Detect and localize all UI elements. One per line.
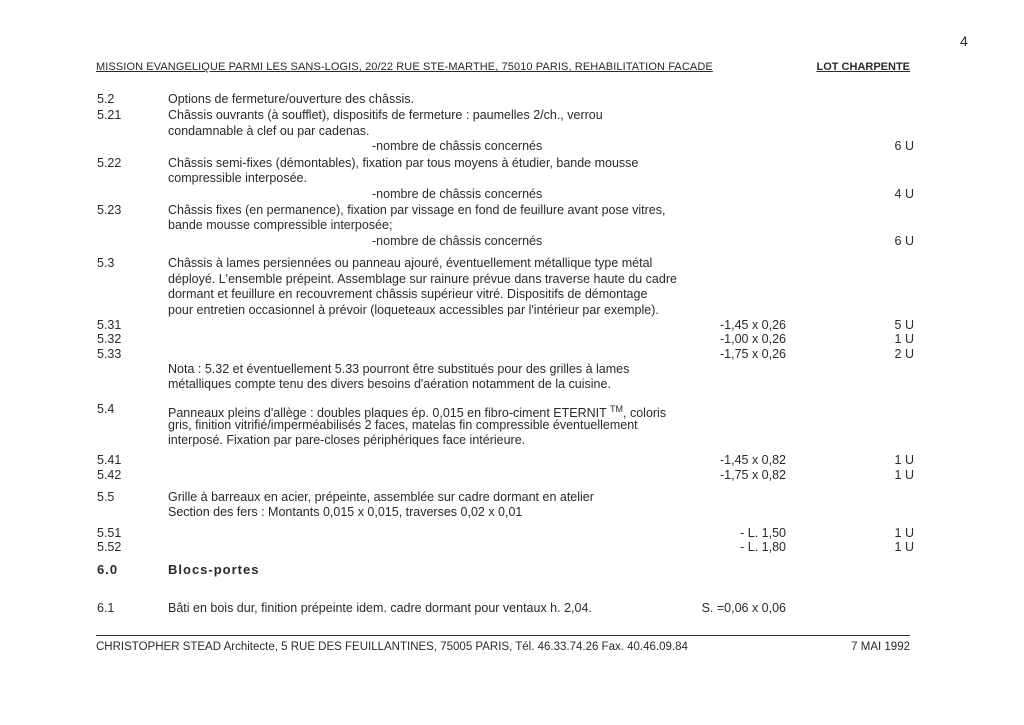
footer-date: 7 MAI 1992 [851, 641, 910, 653]
item-description: interposé. Fixation par pare-closes périphériques face intérieure. [168, 433, 526, 447]
page-number: 4 [960, 33, 968, 49]
concerned-count-label: -nombre de châssis concernés [372, 187, 543, 201]
item-description: Options de fermeture/ouverture des châssis. [168, 92, 414, 106]
item-description: déployé. L'ensemble prépeint. Assemblage sur rainure prévue dans traverse haute du cadre [168, 272, 677, 286]
item-quantity: 6 U [894, 139, 914, 153]
item-description: métalliques compte tenu des divers besoins d'aération notamment de la cuisine. [168, 377, 611, 391]
item-number: 5.51 [97, 526, 122, 540]
item-description: Châssis à lames persiennées ou panneau ajouré, éventuellement métallique type métal [168, 256, 653, 270]
item-description: pour entretien occasionnel à prévoir (loqueteaux accessibles par l'intérieur par exemple). [168, 303, 659, 317]
item-quantity: 1 U [894, 526, 914, 540]
item-description: gris, finition vitrifié/imperméabilisés 2 faces, matelas fin compressible éventuellement [168, 418, 638, 432]
item-number: 5.5 [97, 490, 115, 504]
item-number: 5.4 [97, 402, 115, 416]
item-description: bande mousse compressible interposée; [168, 218, 393, 232]
item-number: 6.1 [97, 601, 115, 615]
item-dimensions: -1,45 x 0,82 [719, 453, 786, 467]
item-number: 5.32 [97, 332, 122, 346]
item-number: 5.2 [97, 92, 115, 106]
item-number: 5.42 [97, 468, 122, 482]
item-description: Bâti en bois dur, finition prépeinte idem. cadre dormant pour ventaux h. 2,04. [168, 601, 592, 615]
item-dimensions: -1,45 x 0,26 [719, 318, 786, 332]
item-quantity: 2 U [894, 347, 914, 361]
item-description-continued: , coloris [623, 406, 667, 421]
item-description: condamnable à clef ou par cadenas. [168, 124, 370, 138]
item-dimensions: -1,00 x 0,26 [719, 332, 786, 346]
document-footer [96, 641, 910, 653]
item-number: 5.3 [97, 256, 115, 270]
concerned-count-label: -nombre de châssis concernés [372, 139, 543, 153]
item-dimensions: - L. 1,80 [740, 540, 786, 554]
item-quantity: 6 U [894, 234, 914, 248]
item-description: Grille à barreaux en acier, prépeinte, assemblée sur cadre dormant en atelier [168, 490, 594, 504]
item-quantity: 4 U [894, 187, 914, 201]
item-number: 5.31 [97, 318, 122, 332]
item-dimensions: -1,75 x 0,26 [719, 347, 786, 361]
item-quantity: 1 U [894, 453, 914, 467]
item-description: dormant et feuillure en recouvrement châssis supérieur vitré. Dispositifs de démontage [168, 287, 648, 301]
item-description: Section des fers : Montants 0,015 x 0,015, traverses 0,02 x 0,01 [168, 505, 523, 519]
item-description: Châssis ouvrants (à soufflet), dispositifs de fermeture : paumelles 2/ch., verrou [168, 108, 603, 122]
item-number: 5.33 [97, 347, 122, 361]
item-quantity: 1 U [894, 468, 914, 482]
concerned-count-label: -nombre de châssis concernés [372, 234, 543, 248]
item-dimensions: - L. 1,50 [740, 526, 786, 540]
item-quantity: 5 U [894, 318, 914, 332]
item-quantity: 1 U [894, 540, 914, 554]
item-description: compressible interposée. [168, 171, 307, 185]
item-number: 5.52 [97, 540, 122, 554]
item-number: 5.23 [97, 203, 122, 217]
item-dimensions: S. =0,06 x 0,06 [701, 601, 786, 615]
item-description: Panneaux pleins d'allège : doubles plaques ép. 0,015 en fibro-ciment ETERNIT ™, coloris [168, 404, 667, 421]
header-lot: LOT CHARPENTE [816, 61, 910, 73]
trademark-superscript: TM [610, 404, 624, 414]
item-number: 5.21 [97, 108, 122, 122]
item-description: Châssis semi-fixes (démontables), fixation par tous moyens à étudier, bande mousse [168, 156, 639, 170]
item-description: Nota : 5.32 et éventuellement 5.33 pourront être substitués pour des grilles à lames [168, 362, 630, 376]
item-dimensions: -1,75 x 0,82 [719, 468, 786, 482]
item-number: 6.0 [97, 562, 119, 577]
header-title: MISSION EVANGELIQUE PARMI LES SANS-LOGIS, 20/22 RUE STE-MARTHE, 75010 PARIS, REHABILITATION FACADE [96, 61, 713, 73]
item-number: 5.22 [97, 156, 122, 170]
item-quantity: 1 U [894, 332, 914, 346]
item-description: Châssis fixes (en permanence), fixation par vissage en fond de feuillure avant pose vitres, [168, 203, 666, 217]
footer-divider [96, 635, 910, 636]
footer-architect: CHRISTOPHER STEAD Architecte, 5 RUE DES FEUILLANTINES, 75005 PARIS, Tél. 46.33.74.26 Fax. 40.46.09.84 [96, 641, 688, 653]
item-description: Blocs-portes [168, 562, 260, 577]
item-number: 5.41 [97, 453, 122, 467]
